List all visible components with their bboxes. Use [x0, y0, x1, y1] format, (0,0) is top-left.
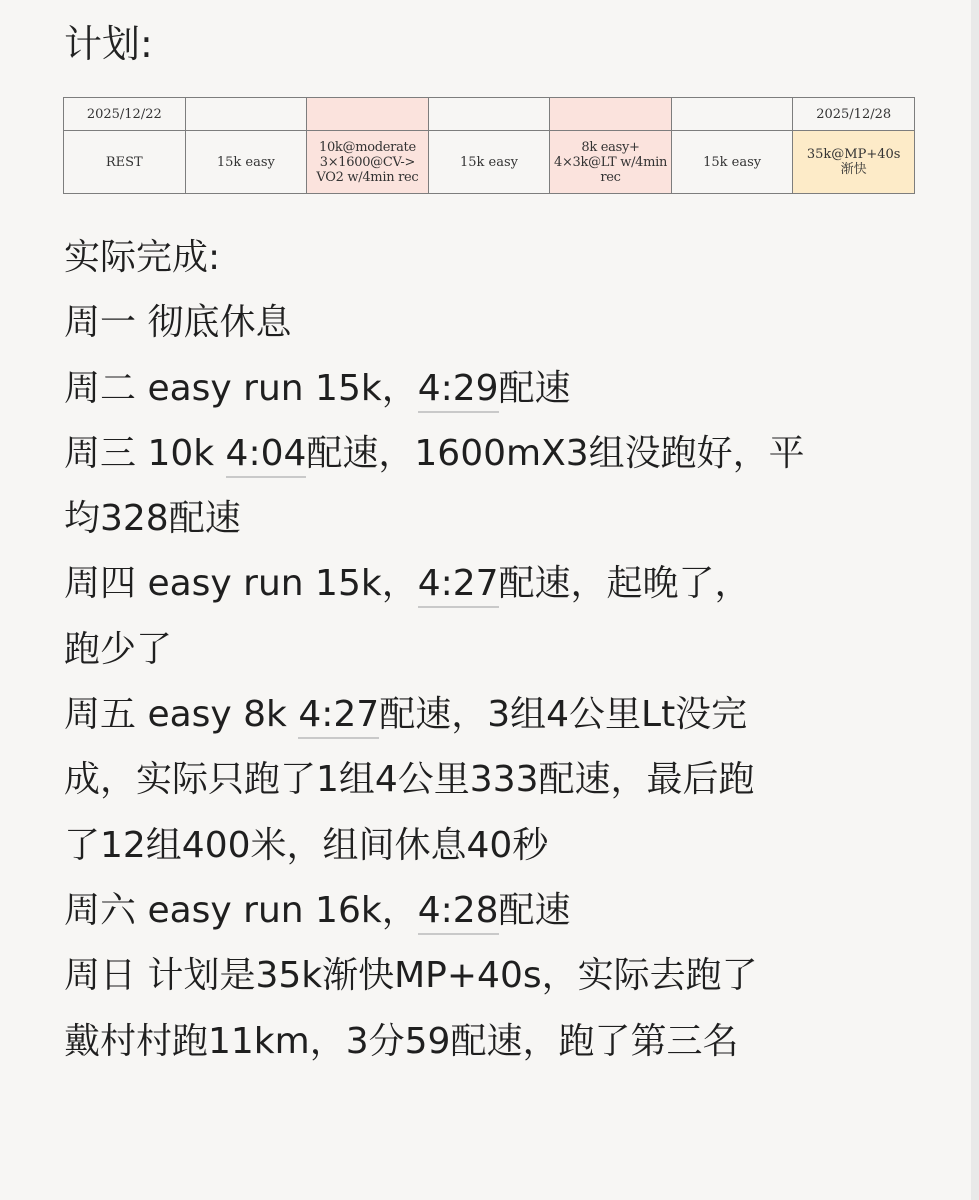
- pace-link[interactable]: 4:04: [226, 432, 307, 478]
- task-line: 15k easy: [216, 154, 275, 170]
- task-line: VO2 w/4min rec: [316, 169, 419, 185]
- task-line: 15k easy: [459, 154, 518, 170]
- task-cell-tue: [185, 131, 307, 194]
- log-text: 周三 10k: [64, 432, 226, 474]
- date-cell-tue: [185, 98, 307, 131]
- log-text: 配速: [498, 367, 571, 409]
- pace-link[interactable]: 4:29: [418, 367, 499, 413]
- date-cell-thu: [428, 98, 550, 131]
- pace-link[interactable]: 4:28: [418, 889, 499, 935]
- pace-link[interactable]: 4:27: [298, 693, 379, 739]
- plan-table: [63, 97, 915, 194]
- task-line: 8k easy+: [581, 139, 640, 155]
- task-cell-mon: [64, 131, 186, 194]
- task-cell-wed: [307, 131, 429, 194]
- task-line: 15k easy: [703, 154, 762, 170]
- log-wed: [64, 421, 924, 486]
- task-line: REST: [105, 154, 143, 170]
- log-fri-cont: 了12组400米，组间休息40秒: [64, 824, 549, 866]
- scrollbar-track: [971, 0, 979, 1200]
- log-text: 周二 easy run 15k，: [64, 367, 418, 409]
- log-sun: 周日 计划是35k渐快MP+40s，实际去跑了: [64, 955, 758, 997]
- log-sun-cont: 戴村村跑11km，3分59配速，跑了第三名: [64, 1020, 739, 1062]
- task-cell-sat: [671, 131, 793, 194]
- log-text: 配速: [498, 889, 571, 931]
- log-text: 周五 easy 8k: [64, 694, 299, 736]
- task-line: 渐快: [840, 162, 867, 177]
- task-line: rec: [600, 169, 621, 185]
- task-line: 35k@MP+40s: [806, 147, 901, 162]
- date-cell-sat: [671, 98, 793, 131]
- log-sat: [64, 878, 924, 943]
- actual-log: [64, 225, 924, 1074]
- log-text: 配速，1600mX3组没跑好，平: [306, 432, 805, 474]
- task-line: 3×1600@CV->: [319, 154, 416, 170]
- date-cell-fri: [550, 98, 672, 131]
- plan-title: 计划:: [64, 22, 153, 66]
- log-text: 配速，3组4公里Lt没完: [379, 694, 748, 736]
- log-thu-cont: 跑少了: [64, 628, 173, 670]
- task-cell-sun: [793, 131, 915, 194]
- log-text: 周四 easy run 15k，: [64, 563, 418, 605]
- date-cell-wed: [307, 98, 429, 131]
- task-line: 4×3k@LT w/4min: [553, 154, 668, 170]
- log-fri-cont: 成，实际只跑了1组4公里333配速，最后跑: [64, 759, 755, 801]
- table-row: [64, 131, 915, 194]
- log-wed-cont: 均328配速: [64, 498, 241, 540]
- log-text: 配速，起晚了，: [498, 563, 751, 605]
- table-row: [64, 98, 915, 131]
- date-cell-sun: 2025/12/28: [793, 98, 915, 131]
- log-fri: [64, 682, 924, 747]
- log-mon: 周一 彻底休息: [64, 302, 292, 344]
- task-line: 10k@moderate: [318, 139, 416, 155]
- log-text: 周六 easy run 16k，: [64, 889, 418, 931]
- date-cell-mon: 2025/12/22: [64, 98, 186, 131]
- actual-title: 实际完成:: [64, 237, 221, 278]
- log-thu: [64, 551, 924, 616]
- pace-link[interactable]: 4:27: [418, 562, 499, 608]
- task-cell-fri: [550, 131, 672, 194]
- task-cell-thu: [428, 131, 550, 194]
- log-tue: [64, 356, 924, 421]
